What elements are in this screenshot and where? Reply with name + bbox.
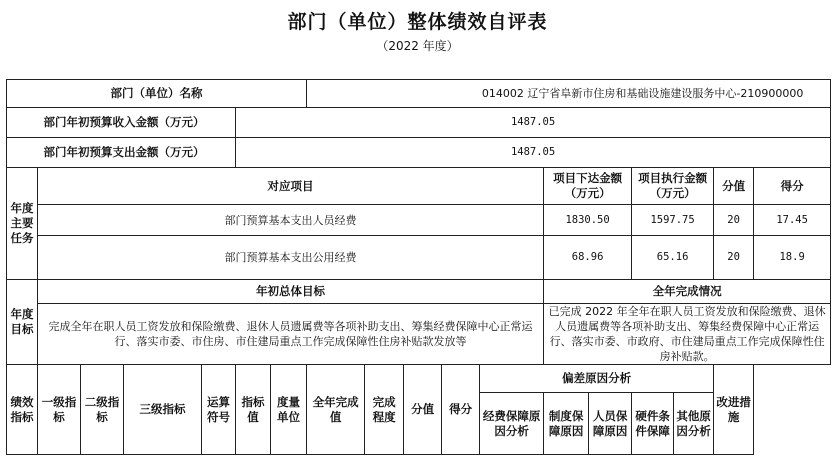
task-executed: 1597.75 [632,205,714,236]
tasks-header-row [7,168,831,205]
expense-row [7,138,831,168]
indicators-header-dev-system: 制度保障原因 [544,393,589,455]
dept-value: 014002 辽宁省阜新市住房和基础设施建设服务中心-210900000 [307,80,831,108]
indicators-header-target: 指标值 [236,365,271,455]
indicators-header-deviation: 偏差原因分析 [480,365,714,393]
dept-row [7,80,831,108]
indicators-header-level3: 三级指标 [124,365,202,455]
tasks-header-issued: 项目下达金额（万元） [544,168,632,205]
task-score: 17.45 [754,205,831,236]
indicators-header-actual: 全年完成值 [307,365,365,455]
performance-table [6,79,831,455]
indicators-header-level2: 二级指标 [81,365,124,455]
income-label: 部门年初预算收入金额（万元） [7,108,236,138]
indicators-header-degree: 完成程度 [365,365,404,455]
expense-value: 1487.05 [236,138,831,168]
goals-completion-header: 全年完成情况 [544,280,831,304]
page-title: 部门（单位）整体绩效自评表 [287,11,548,33]
goals-completion-text: 已完成 2022 年全年在职人员工资发放和保险缴费、退休人员遗属费等各项补助支出、筹集经费保障中心正常运行、落实市委、市政府、市住建局重点工作完成保障性住房补贴款。 [544,304,831,365]
task-score: 18.9 [754,236,831,280]
indicators-header-score: 得分 [442,365,480,455]
indicators-header-score-value: 分值 [404,365,442,455]
report-year: （2022 年度） [376,39,459,53]
income-row [7,108,831,138]
goals-text-row [7,304,831,365]
indicators-header-measures: 改进措施 [714,365,754,455]
tasks-header-item: 对应项目 [38,168,544,205]
task-item: 部门预算基本支出人员经费 [38,205,544,236]
tasks-header-score: 得分 [754,168,831,205]
indicators-header-row [7,365,831,393]
task-row [7,205,831,236]
task-score-value: 20 [714,236,754,280]
indicators-side-label: 绩效指标 [7,365,38,455]
task-issued: 68.96 [544,236,632,280]
goals-initial-text: 完成全年在职人员工资发放和保险缴费、退休人员遗属费等各项补助支出、筹集经费保障中心正常运行、落实市委、市住房、市住建局重点工作完成保障性住房补贴款发放等 [38,304,544,365]
indicators-header-dev-funding: 经费保障原因分析 [480,393,544,455]
tasks-side-label: 年度主要任务 [7,168,38,280]
indicators-header-dev-hardware: 硬件条件保障 [632,393,674,455]
indicators-header-unit: 度量单位 [271,365,307,455]
expense-label: 部门年初预算支出金额（万元） [7,138,236,168]
task-executed: 65.16 [632,236,714,280]
goals-side-label: 年度目标 [7,280,38,365]
tasks-header-score-value: 分值 [714,168,754,205]
indicators-header-dev-other: 其他原因分析 [674,393,714,455]
dept-label: 部门（单位）名称 [7,80,307,108]
task-item: 部门预算基本支出公用经费 [38,236,544,280]
task-score-value: 20 [714,205,754,236]
goals-initial-header: 年初总体目标 [38,280,544,304]
indicators-header-dev-staff: 人员保障原因 [589,393,632,455]
task-row [7,236,831,280]
goals-header-row [7,280,831,304]
indicators-header-operator: 运算符号 [202,365,236,455]
tasks-header-executed: 项目执行金额（万元） [632,168,714,205]
indicators-header-level1: 一级指标 [38,365,81,455]
income-value: 1487.05 [236,108,831,138]
task-issued: 1830.50 [544,205,632,236]
